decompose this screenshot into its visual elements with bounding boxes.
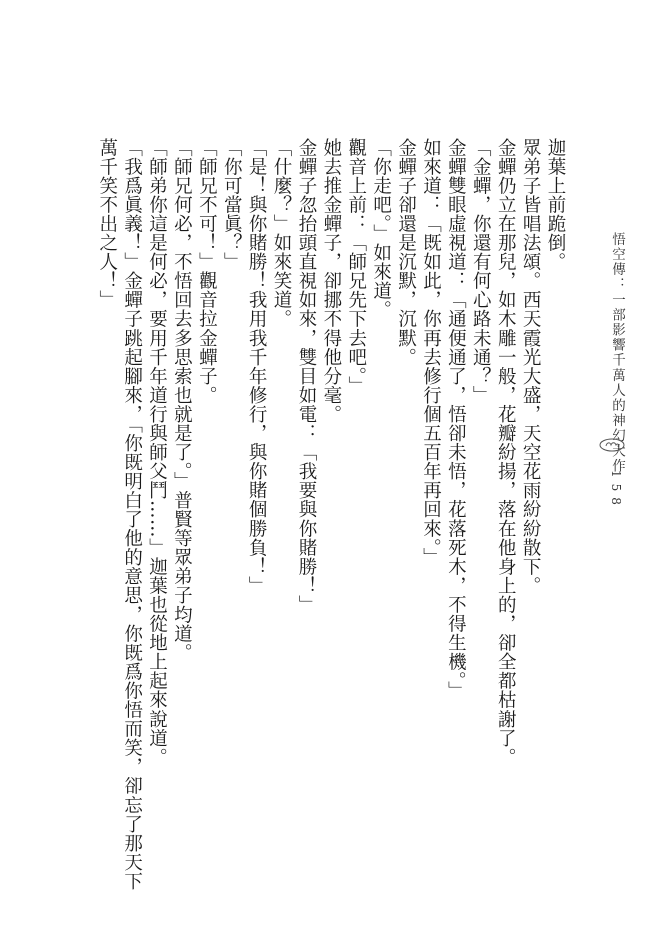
text-line: 如來道：「既如此，你再去修行個五百年再回來。」 — [420, 138, 442, 567]
text-line: 觀音上前：「師兄先下去吧。」 — [345, 138, 367, 396]
text-line: 「什麼？」如來笑道。 — [271, 138, 293, 329]
text-line: 金蟬雙眼虛視道：「通便通了，悟卻未悟，花落死木，不得生機。」 — [445, 138, 467, 701]
text-line: 金蟬子卻還是沉默，沉默。 — [395, 138, 417, 367]
text-line: 金蟬子忽抬頭直視如來，雙目如電：「我要與你賭勝！」 — [295, 138, 317, 615]
text-line: 「師弟你這是何必，要用千年道行與師父鬥……」迦葉也從地上起來說道。 — [146, 138, 168, 767]
body-text — [96, 138, 567, 891]
text-line: 她去推金蟬子，卻挪不得他分毫。 — [320, 138, 342, 424]
running-header-title: 悟空傳：一部影響千萬人的神幻大作 — [609, 232, 625, 474]
text-line: 迦葉上前跪倒。 — [545, 138, 566, 272]
cloud-ornament-icon — [599, 438, 625, 452]
page-number: 158 — [609, 470, 623, 511]
text-line: 眾弟子皆唱法頌。西天霞光大盛，天空花雨紛紛散下。 — [520, 138, 542, 596]
text-line: 「金蟬，你還有何心路未通？」 — [470, 138, 492, 405]
text-line: 萬千笑不出之人！」 — [96, 138, 118, 310]
text-line: 金蟬仍立在那兒，如木雕一般，花瓣紛揚，落在他身上的，卻全都枯謝了。 — [495, 138, 517, 767]
text-line: 「師兄不可！」觀音拉金蟬子。 — [196, 138, 218, 405]
text-line: 「你可當眞？」 — [221, 138, 243, 272]
text-line: 「你走吧。」如來道。 — [370, 138, 392, 320]
text-line: 「師兄何必，不悟回去多思索也就是了。」普賢等眾弟子均道。 — [171, 138, 193, 663]
text-line: 「我爲眞義！」金蟬子跳起腳來，「你既明白了他的意思，你既爲你悟而笑，卻忘了那天下 — [121, 138, 143, 891]
text-line: 「是！與你賭勝！我用我千年修行，與你賭個勝負！」 — [246, 138, 268, 596]
